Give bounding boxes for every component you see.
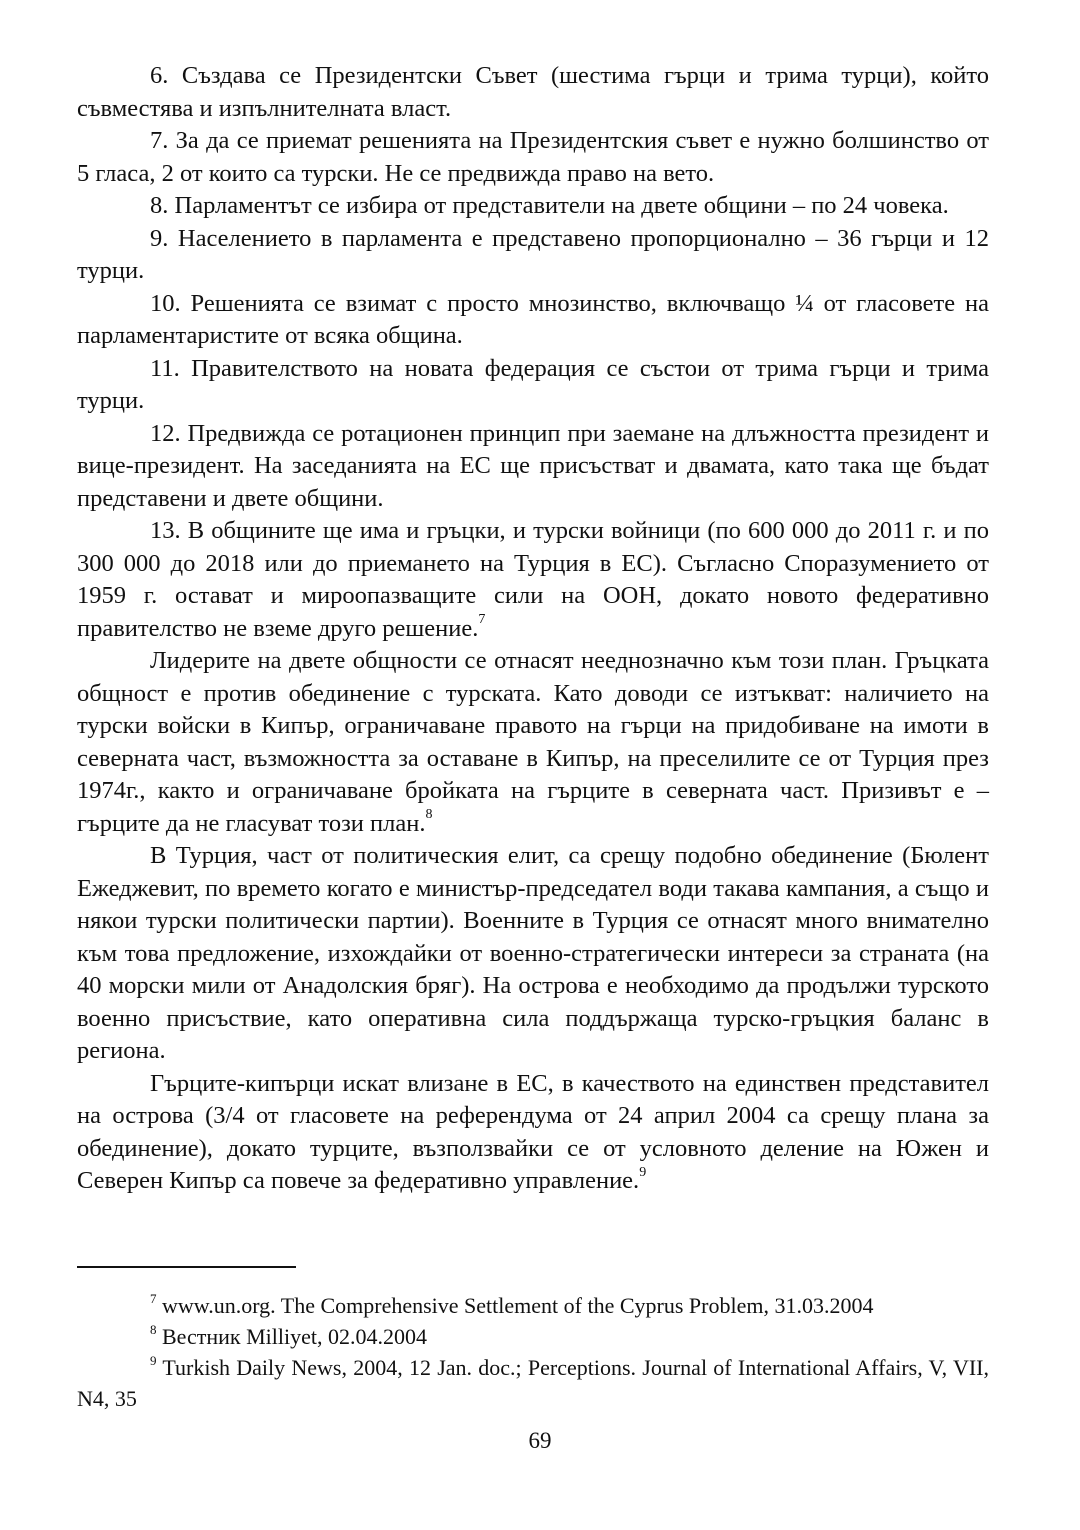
paragraph-text: Гърците-кипърци искат влизане в ЕС, в качеството на единствен представител на острова (3/4 от гласовете на референдума от 24 април 2004 са срещу плана за обединение), докато турците, възползвайки се от условното деление на Южен и Северен Кипър са повече за федеративно управление. — [77, 1069, 989, 1194]
footnote-text: Вестник Milliyet, 02.04.2004 — [156, 1324, 427, 1349]
paragraph-text: 10. Решенията се взимат с просто мнозинство, включващо ¼ от гласовете на парламентаристите от всяка община. — [77, 289, 989, 349]
paragraph-point-6 — [77, 60, 989, 125]
paragraph-text: В Турция, част от политическия елит, са срещу подобно обединение (Бюлент Ежеджевит, по времето когато е министър-председател води такава кампания, а също и някои турски политически партии). Военните в Турция се отнасят много внимателно към това предложение, изхождайки от военно-стратегически интереси за страната (на 40 морски мили от Анадолския бряг). На острова е необходимо да продължи турското военно присъствие, като оперативна сила поддържаща турско-гръцкия баланс в региона. — [77, 842, 989, 1064]
paragraph-text: 8. Парламентът се избира от представители на двете общини – по 24 човека. — [150, 192, 949, 219]
paragraph-point-10 — [77, 288, 989, 353]
paragraph-text: 6. Създава се Президентски Съвет (шестима гърци и трима турци), който съвместява и изпълнителната власт. — [77, 62, 989, 122]
paragraph-text: 13. В общините ще има и гръцки, и турски войници (по 600 000 до 2011 г. и по 300 000 до 2018 или до приемането на Турция в ЕС). Съгласно Споразумението от 1959 г. остават и мироопазващите сили на ООН, докато новото федеративно правителство не вземе друго решение. — [77, 517, 989, 642]
paragraph-point-12 — [77, 418, 989, 516]
footnotes — [77, 1290, 989, 1414]
footnote-8 — [77, 1321, 989, 1352]
body-text — [77, 60, 989, 1198]
footnote-7 — [77, 1290, 989, 1321]
footnote-ref-7[interactable]: 7 — [478, 612, 486, 628]
footnote-ref-8[interactable]: 8 — [425, 807, 433, 823]
paragraph-point-11 — [77, 353, 989, 418]
page-number: 69 — [528, 1428, 552, 1453]
paragraph-greek-cypriots — [77, 1068, 989, 1198]
footnote-mark: 9 — [150, 1352, 157, 1368]
footnote-separator — [77, 1266, 296, 1268]
paragraph-point-9 — [77, 223, 989, 288]
paragraph-text: 7. За да се приемат решенията на Президентския съвет е нужно болшинство от 5 гласа, 2 от които са турски. Не се предвижда право на вето. — [77, 127, 989, 187]
paragraph-text: 11. Правителството на новата федерация се състои от трима гърци и трима турци. — [77, 354, 989, 414]
paragraph-text: 12. Предвижда се ротационен принцип при заемане на длъжността президент и вице-президент. На заседанията на ЕС ще присъстват и двамата, като така ще бъдат представени и двете общини. — [77, 419, 989, 512]
paragraph-turkey — [77, 840, 989, 1068]
paragraph-leaders — [77, 645, 989, 840]
paragraph-text: 9. Населението в парламента е представено пропорционално – 36 гърци и 12 турци. — [77, 224, 989, 284]
footnote-mark: 8 — [150, 1321, 157, 1337]
footnote-9 — [77, 1352, 989, 1414]
footnote-ref-9[interactable]: 9 — [639, 1164, 647, 1180]
footnote-text: www.un.org. The Comprehensive Settlement of the Cyprus Problem, 31.03.2004 — [156, 1293, 874, 1318]
paragraph-text: Лидерите на двете общности се отнасят нееднозначно към този план. Гръцката общност е против обединение с турската. Като доводи се изтъкват: наличието на турски войски в Кипър, ограничаване правото на гърци на придобиване на имоти в северната част, възможността за оставане в Кипър, на преселилите се от Турция през 1974г., както и ограничаване бройката на гърците в северната част. Призивът е – гърците да не гласуват този план. — [77, 647, 989, 837]
footnote-mark: 7 — [150, 1290, 157, 1306]
paragraph-point-8 — [77, 190, 989, 223]
paragraph-point-13 — [77, 515, 989, 645]
paragraph-point-7 — [77, 125, 989, 190]
footnote-text: Turkish Daily News, 2004, 12 Jan. doc.; Perceptions. Journal of International Affairs, V, VII, N4, 35 — [77, 1355, 989, 1411]
